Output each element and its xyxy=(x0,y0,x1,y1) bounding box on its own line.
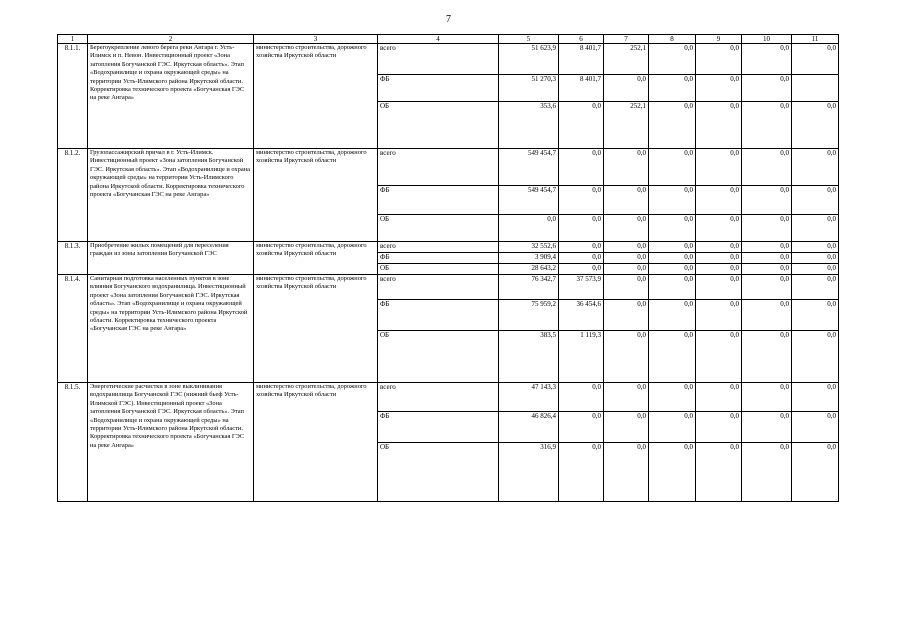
funding-value: 0,0 xyxy=(792,300,839,331)
responsible-executor: министерство строительства, дорожного хозяйства Иркутской области xyxy=(254,242,378,275)
funding-value: 8 401,7 xyxy=(559,44,604,75)
funding-value: 0,0 xyxy=(792,242,839,253)
funding-value xyxy=(792,75,839,102)
funding-value: 0,0 xyxy=(792,443,839,502)
funding-value: 0,0 xyxy=(792,215,839,242)
funding-value: 0,0 xyxy=(559,102,604,149)
funding-value: 0,0 xyxy=(792,44,839,75)
funding-source: ОБ xyxy=(378,102,499,149)
column-number: 6 xyxy=(559,35,604,44)
funding-value: 0,0 xyxy=(649,215,696,242)
funding-value: 0,0 xyxy=(559,412,604,443)
column-number: 5 xyxy=(499,35,559,44)
responsible-executor: министерство строительства, дорожного хозяйства Иркутской области xyxy=(254,149,378,242)
funding-value: 0,0 xyxy=(696,242,742,253)
funding-value: 0,0 xyxy=(649,264,696,275)
funding-value: 383,5 xyxy=(499,331,559,383)
funding-value: 0,0 xyxy=(696,412,742,443)
funding-source: ОБ xyxy=(378,331,499,383)
responsible-executor: министерство строительства, дорожного хозяйства Иркутской области xyxy=(254,383,378,502)
row-number: 8.1.2. xyxy=(58,149,88,242)
funding-value: 0,0 xyxy=(792,102,839,149)
column-number: 2 xyxy=(88,35,254,44)
funding-value: 0,0 xyxy=(649,331,696,383)
funding-value: 0,0 xyxy=(696,383,742,412)
funding-value: 0,0 xyxy=(649,75,696,102)
funding-value: 0,0 xyxy=(696,186,742,215)
funding-value: 47 143,3 xyxy=(499,383,559,412)
funding-source: ОБ xyxy=(378,443,499,502)
funding-value: 252,1 xyxy=(604,44,649,75)
row-number: 8.1.1. xyxy=(58,44,88,149)
column-number: 7 xyxy=(604,35,649,44)
funding-value: 0,0 xyxy=(696,300,742,331)
page-number: 7 xyxy=(446,14,451,25)
funding-value: 0,0 xyxy=(604,331,649,383)
funding-value: 0,0 xyxy=(559,253,604,264)
funding-value: 0,0 xyxy=(742,215,792,242)
funding-value: 0,0 xyxy=(604,300,649,331)
funding-value: 0,0 xyxy=(742,149,792,186)
funding-value: 3 909,4 xyxy=(499,253,559,264)
funding-source: всего xyxy=(378,44,499,75)
row-number: 8.1.4. xyxy=(58,275,88,383)
funding-value: 0,0 xyxy=(742,331,792,383)
funding-value: 0,0 xyxy=(742,242,792,253)
funding-source: всего xyxy=(378,149,499,186)
funding-value: 0,0 xyxy=(604,264,649,275)
funding-value: 0,0 xyxy=(792,275,839,300)
funding-value: 0,0 xyxy=(604,383,649,412)
funding-value: 0,0 xyxy=(792,331,839,383)
funding-value: 0,0 xyxy=(604,215,649,242)
funding-value: 0,0 xyxy=(792,149,839,186)
funding-value: 36 454,6 xyxy=(559,300,604,331)
row-number: 8.1.3. xyxy=(58,242,88,275)
funding-source: ФБ xyxy=(378,412,499,443)
funding-value: 0,0 xyxy=(604,443,649,502)
funding-value: 0,0 xyxy=(649,275,696,300)
funding-value: 0,0 xyxy=(742,102,792,149)
funding-value: 0,0 xyxy=(559,149,604,186)
funding-value: 0,0 xyxy=(604,412,649,443)
funding-value: 46 826,4 xyxy=(499,412,559,443)
funding-value: 0,0 xyxy=(742,300,792,331)
activity-description: Санитарная подготовка населенных пунктов в зоне влияния Богучанского водохранилища. Инвестиционный проект «Зона затопления Богучанской ГЭС. Иркутская область». Этап «Водохранилище и охрана окружающей среды» на территории Усть-Илимского района Иркутской области. Корректировка технического проекта «Богучанская ГЭС на реке Ангара» xyxy=(88,275,254,383)
funding-value: 0,0 xyxy=(696,75,742,102)
funding-value: 0,0 xyxy=(696,253,742,264)
funding-value: 0,0 xyxy=(696,275,742,300)
funding-value: 32 552,6 xyxy=(499,242,559,253)
column-number: 4 xyxy=(378,35,499,44)
row-number: 8.1.5. xyxy=(58,383,88,502)
funding-value: 0,0 xyxy=(696,102,742,149)
funding-value: 0,0 xyxy=(604,149,649,186)
funding-value: 0,0 xyxy=(742,412,792,443)
column-number-row xyxy=(58,35,839,44)
funding-value: 0,0 xyxy=(559,242,604,253)
funding-source: всего xyxy=(378,383,499,412)
funding-value: 0,0 xyxy=(559,186,604,215)
funding-value: 1 119,3 xyxy=(559,331,604,383)
column-number: 9 xyxy=(696,35,742,44)
funding-source: ФБ xyxy=(378,186,499,215)
funding-value: 0,0 xyxy=(696,149,742,186)
funding-value: 0,0 xyxy=(792,412,839,443)
funding-value: 8 401,7 xyxy=(559,75,604,102)
funding-value: 0,0 xyxy=(742,253,792,264)
table-row xyxy=(58,242,839,253)
activity-description: Приобретение жилых помещений для переселения граждан из зоны затопления Богучанской ГЭС xyxy=(88,242,254,275)
table-row xyxy=(58,383,839,412)
funding-value: 0,0 xyxy=(499,215,559,242)
funding-value: 76 342,7 xyxy=(499,275,559,300)
funding-value: 0,0 xyxy=(649,149,696,186)
funding-value: 549 454,7 xyxy=(499,149,559,186)
funding-value: 0,0 xyxy=(742,443,792,502)
funding-value: 0,0 xyxy=(604,186,649,215)
funding-source: ОБ xyxy=(378,215,499,242)
funding-value: 0,0 xyxy=(649,186,696,215)
funding-value: 0,0 xyxy=(604,242,649,253)
funding-value: 0,0 xyxy=(696,44,742,75)
funding-value: 28 643,2 xyxy=(499,264,559,275)
funding-value: 0,0 xyxy=(742,383,792,412)
funding-value: 0,0 xyxy=(649,300,696,331)
funding-value: 51 623,9 xyxy=(499,44,559,75)
funding-source: всего xyxy=(378,242,499,253)
funding-value: 316,9 xyxy=(499,443,559,502)
funding-value: 0,0 xyxy=(559,264,604,275)
funding-value: 0,0 xyxy=(649,383,696,412)
responsible-executor: министерство строительства, дорожного хозяйства Иркутской области xyxy=(254,275,378,383)
funding-value: 0,0 xyxy=(559,383,604,412)
funding-source: ФБ xyxy=(378,75,499,102)
funding-value: 0,0 xyxy=(792,383,839,412)
funding-value: 0,0 xyxy=(696,215,742,242)
funding-value: 0,0 xyxy=(649,44,696,75)
funding-value: 51 270,3 xyxy=(499,75,559,102)
column-number: 11 xyxy=(792,35,839,44)
funding-value: 0,0 xyxy=(649,412,696,443)
funding-value: 0,0 xyxy=(792,186,839,215)
funding-value: 0,0 xyxy=(649,242,696,253)
funding-value: 252,1 xyxy=(604,102,649,149)
funding-value: 0,0 xyxy=(649,443,696,502)
funding-value: 0,0 xyxy=(742,264,792,275)
funding-value: 0,0 xyxy=(792,253,839,264)
column-number: 8 xyxy=(649,35,696,44)
budget-table xyxy=(57,34,839,502)
funding-value: 75 959,2 xyxy=(499,300,559,331)
funding-value: 37 573,9 xyxy=(559,275,604,300)
funding-value: 0,0 xyxy=(559,443,604,502)
funding-source: всего xyxy=(378,275,499,300)
funding-value: 0,0 xyxy=(742,186,792,215)
funding-value: 0,0 xyxy=(742,275,792,300)
funding-value: 0,0 xyxy=(604,253,649,264)
funding-value: 0,0 xyxy=(792,264,839,275)
column-number: 10 xyxy=(742,35,792,44)
column-number: 1 xyxy=(58,35,88,44)
responsible-executor: министерство строительства, дорожного хозяйства Иркутской области xyxy=(254,44,378,149)
funding-source: ОБ xyxy=(378,264,499,275)
funding-value: 0,0 xyxy=(696,443,742,502)
funding-value: 0,0 xyxy=(696,331,742,383)
funding-value: 0,0 xyxy=(649,253,696,264)
funding-value: 0,0 xyxy=(742,75,792,102)
funding-value: 549 454,7 xyxy=(499,186,559,215)
activity-description: Берегоукрепление левого берега реки Ангара г. Усть-Илимск и п. Невон. Инвестиционный проект «Зона затопления Богучанской ГЭС. Иркутская область». Этап «Водохранилище и охрана окружающей среды» на территории Усть-Илимского района Иркутской области. Корректировка технического проекта «Богучанская ГЭС на реке Ангара» xyxy=(88,44,254,149)
funding-value: 0,0 xyxy=(604,75,649,102)
activity-description: Энергетические расчистки в зоне выклинивания водохранилища Богучанской ГЭС (нижний бьеф Усть-Илимской ГЭС). Инвестиционный проект «Зона затопления Богучанской ГЭС. Иркутская область». Этап «Водохранилище и охрана окружающей среды» на территории Усть-Илимского района Иркутской области. Корректировка технического проекта «Богучанская ГЭС на реке Ангара» xyxy=(88,383,254,502)
funding-value: 0,0 xyxy=(559,215,604,242)
column-number: 3 xyxy=(254,35,378,44)
funding-value: 0,0 xyxy=(696,264,742,275)
table-row xyxy=(58,44,839,75)
funding-value: 0,0 xyxy=(742,44,792,75)
activity-description: Грузопассажирский причал в г. Усть-Илимск. Инвестиционный проект «Зона затопления Богучанской ГЭС. Иркутская область». Этап «Водохранилище и охрана окружающей среды» на территории Усть-Илимского района Иркутской области. Корректировка технического проекта «Богучанская ГЭС на реке Ангара» xyxy=(88,149,254,242)
table-row xyxy=(58,149,839,186)
funding-value: 353,6 xyxy=(499,102,559,149)
table-row xyxy=(58,275,839,300)
funding-value: 0,0 xyxy=(649,102,696,149)
funding-value: 0,0 xyxy=(604,275,649,300)
funding-source: ФБ xyxy=(378,253,499,264)
funding-source: ФБ xyxy=(378,300,499,331)
